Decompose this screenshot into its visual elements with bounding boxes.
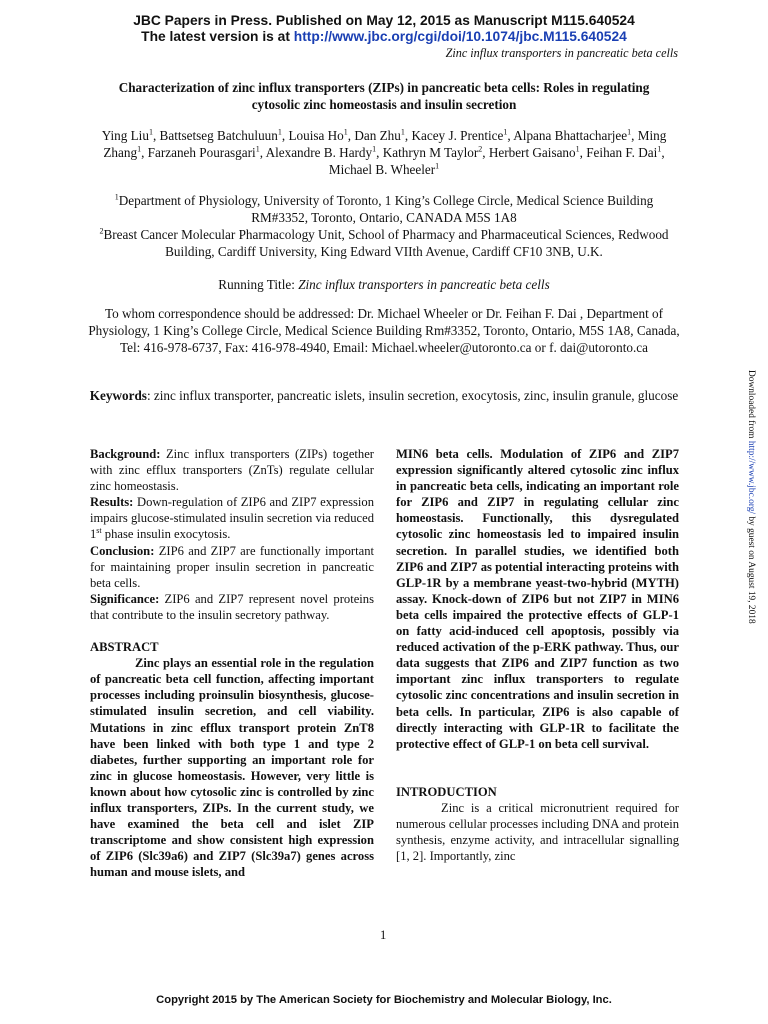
significance-text: ZIP6 and ZIP7 represent novel proteins that contribute to the insulin secretory pathway. [90,591,374,622]
author-name: Battsetseg Batchuluun [159,128,278,143]
results-sup: st [96,526,102,536]
author-affiliation-marker: 1 [435,161,440,171]
latest-version-line [0,29,768,44]
download-note-link[interactable]: http://www.jbc.org/ [746,440,756,515]
author-name: Michael B. Wheeler [328,162,436,177]
author-affiliation-marker: 1 [343,127,348,137]
left-column [90,446,374,880]
summary-significance [90,591,374,623]
keywords-label: Keywords [89,388,147,403]
correspondence: To whom correspondence should be addressed: Dr. Michael Wheeler or Dr. Feihan F. Dai , Department of Physiology, 1 King’s College Circle, Medical Science Building Rm#3352, Toronto, Ontario, M5S 1A8, Canada, Tel: 416-978-6737, Fax: 416-978-4940, Email: Michael.wheeler@utoronto.ca or f. dai@utoronto.ca [88,306,680,355]
affiliation-1-text: Department of Physiology, University of Toronto, 1 King’s College Circle, Medical Science Building RM#3352, Toronto, Ontario, CANADA M5S 1A8 [118,193,654,225]
author-affiliation-marker: 1 [255,144,260,154]
abstract-heading: ABSTRACT [90,640,159,655]
author-name: Louisa Ho [288,128,344,143]
results-label: Results: [90,495,134,510]
affiliation-1-marker: 1 [114,192,119,202]
author-name: Herbert Gaisano [488,145,576,160]
running-title-text: Zinc influx transporters in pancreatic beta cells [298,277,550,292]
results-text-b: phase insulin exocytosis. [101,527,231,542]
running-title [88,277,680,293]
affiliation-1 [88,193,680,226]
summary-background [90,446,374,494]
download-note [742,370,758,670]
author-affiliation-marker: 2 [478,144,483,154]
author-affiliation-marker: 1 [400,127,405,137]
affiliation-2-text: Breast Cancer Molecular Pharmacology Unit, School of Pharmacy and Pharmaceutical Sciences, Redwood Building, Cardiff University, King Edward VIIth Avenue, Cardiff CF10 3NB, U.K. [103,227,669,259]
keywords-text: : zinc influx transporter, pancreatic islets, insulin secretion, exocytosis, zinc, insulin granule, glucose [146,388,679,403]
press-banner: JBC Papers in Press. Published on May 12, 2015 as Manuscript M115.640524 [133,13,635,28]
author-affiliation-marker: 1 [277,127,282,137]
download-note-suffix: by guest on August 19, 2018 [746,514,756,624]
summary-conclusion [90,543,374,591]
copyright-footer: Copyright 2015 by The American Society for Biochemistry and Molecular Biology, Inc. [156,994,612,1006]
author-affiliation-marker: 1 [137,144,142,154]
author-affiliation-marker: 1 [148,127,153,137]
affiliation-2 [88,227,680,260]
author-name: Alexandre B. Hardy [265,145,373,160]
conclusion-label: Conclusion: [90,543,155,558]
paper-title: Characterization of zinc influx transporters (ZIPs) in pancreatic beta cells: Roles in regulating cytosolic zinc homeostasis and insulin secretion [118,80,650,112]
latest-version-prefix: The latest version is at [141,29,294,44]
author-name: Farzaneh Pourasgari [147,145,256,160]
author-affiliation-marker: 1 [627,127,632,137]
background-label: Background: [90,447,161,461]
page-number: 1 [380,928,387,942]
author-affiliation-marker: 1 [657,144,662,154]
author-affiliation-marker: 1 [372,144,377,154]
results-text-a: Down-regulation of ZIP6 and ZIP7 expression impairs glucose-stimulated insulin secretion via reduced 1 [90,495,374,542]
abstract-text-left: Zinc plays an essential role in the regulation of pancreatic beta cell function, affecting important processes including proinsulin biosynthesis, glucose-stimulated insulin secretion, and cell viability. Mutations in zinc efflux transport protein ZnT8 have been linked with both type 1 and type 2 diabetes, further supporting an important role for zinc in glucose homeostasis. However, very little is known about how cytosolic zinc is controlled by zinc influx transporters, ZIPs. In the current study, we have examined the beta cell and islet ZIP transcriptome and show consistent high expression of ZIP6 (Slc39a6) and ZIP7 (Slc39a7) genes across human and mouse islets, and [90,656,374,880]
introduction-text: Zinc is a critical micronutrient required for numerous cellular processes including DNA and protein synthesis, enzyme activity, and intracellular signalling [1, 2]. Importantly, zinc [396,800,679,864]
author-name: Kathryn M Taylor [382,145,479,160]
conclusion-text: ZIP6 and ZIP7 are functionally important for maintaining proper insulin secretion in pancreatic beta cells. [90,543,374,590]
summary-results [90,494,374,542]
affiliation-2-marker: 2 [99,226,104,236]
introduction-heading: INTRODUCTION [396,784,497,799]
doi-link[interactable]: http://www.jbc.org/cgi/doi/10.1074/jbc.M115.640524 [293,29,627,44]
author-name: Ming Zhang [103,128,667,160]
author-list: Ying Liu$^1$, Battsetseg Batchuluun$^1$, Louisa Ho$^1$, Dan Zhu$^1$, Kacey J. Prentice$^1$, Alpana Bhattacharjee$^1$, Ming Zhang$^1$, Farzaneh Pourasgari$^1$, Alexandre B. Hardy$^1$, Kathryn M Taylor$^2$, Herbert Gaisano$^1$, Feihan F. Dai$^1$, Michael B. Wheeler$^1$ [101,127,667,177]
abstract-text-right: MIN6 beta cells. Modulation of ZIP6 and ZIP7 expression significantly altered cytosolic zinc influx in pancreatic beta cells, indicating an important role for ZIP6 and ZIP7 in regulating cellular zinc homeostasis. Functionally, this dysregulated cytosolic zinc homeostasis led to impaired insulin secretion. In parallel studies, we identified both ZIP6 and ZIP7 as potential interacting proteins with GLP-1R by a membrane yeast-two-hybrid (MYTH) assay. Knock-down of ZIP6 but not ZIP7 in MIN6 beta cells impaired the protective effects of GLP-1 on fatty acid-induced cell apoptosis, possibly via reduced activation of the p-ERK pathway. Thus, our data suggests that ZIP6 and ZIP7 function as two important zinc influx transporters to regulate cytosolic zinc concentrations and insulin secretion in beta cells. In particular, ZIP6 is also capable of directly interacting with GLP-1R to facilitate the protective effect of GLP-1 on beta cell survival. [396,447,679,751]
author-name: Alpana Bhattacharjee [513,128,628,143]
author-affiliation-marker: 1 [503,127,508,137]
keywords [88,388,680,405]
author-name: Ying Liu [101,128,149,143]
author-affiliation-marker: 1 [575,144,580,154]
running-title-label: Running Title: [218,277,299,292]
author-name: Feihan F. Dai [586,145,658,160]
author-name: Dan Zhu [354,128,401,143]
author-name: Kacey J. Prentice [411,128,504,143]
significance-label: Significance: [90,591,160,606]
download-note-prefix: Downloaded from [746,370,756,441]
right-column [396,446,679,864]
background-text: Zinc influx transporters (ZIPs) together with zinc efflux transporters (ZnTs) regulate cellular zinc homeostasis. [90,447,374,494]
running-header: Zinc influx transporters in pancreatic beta cells [445,46,678,60]
